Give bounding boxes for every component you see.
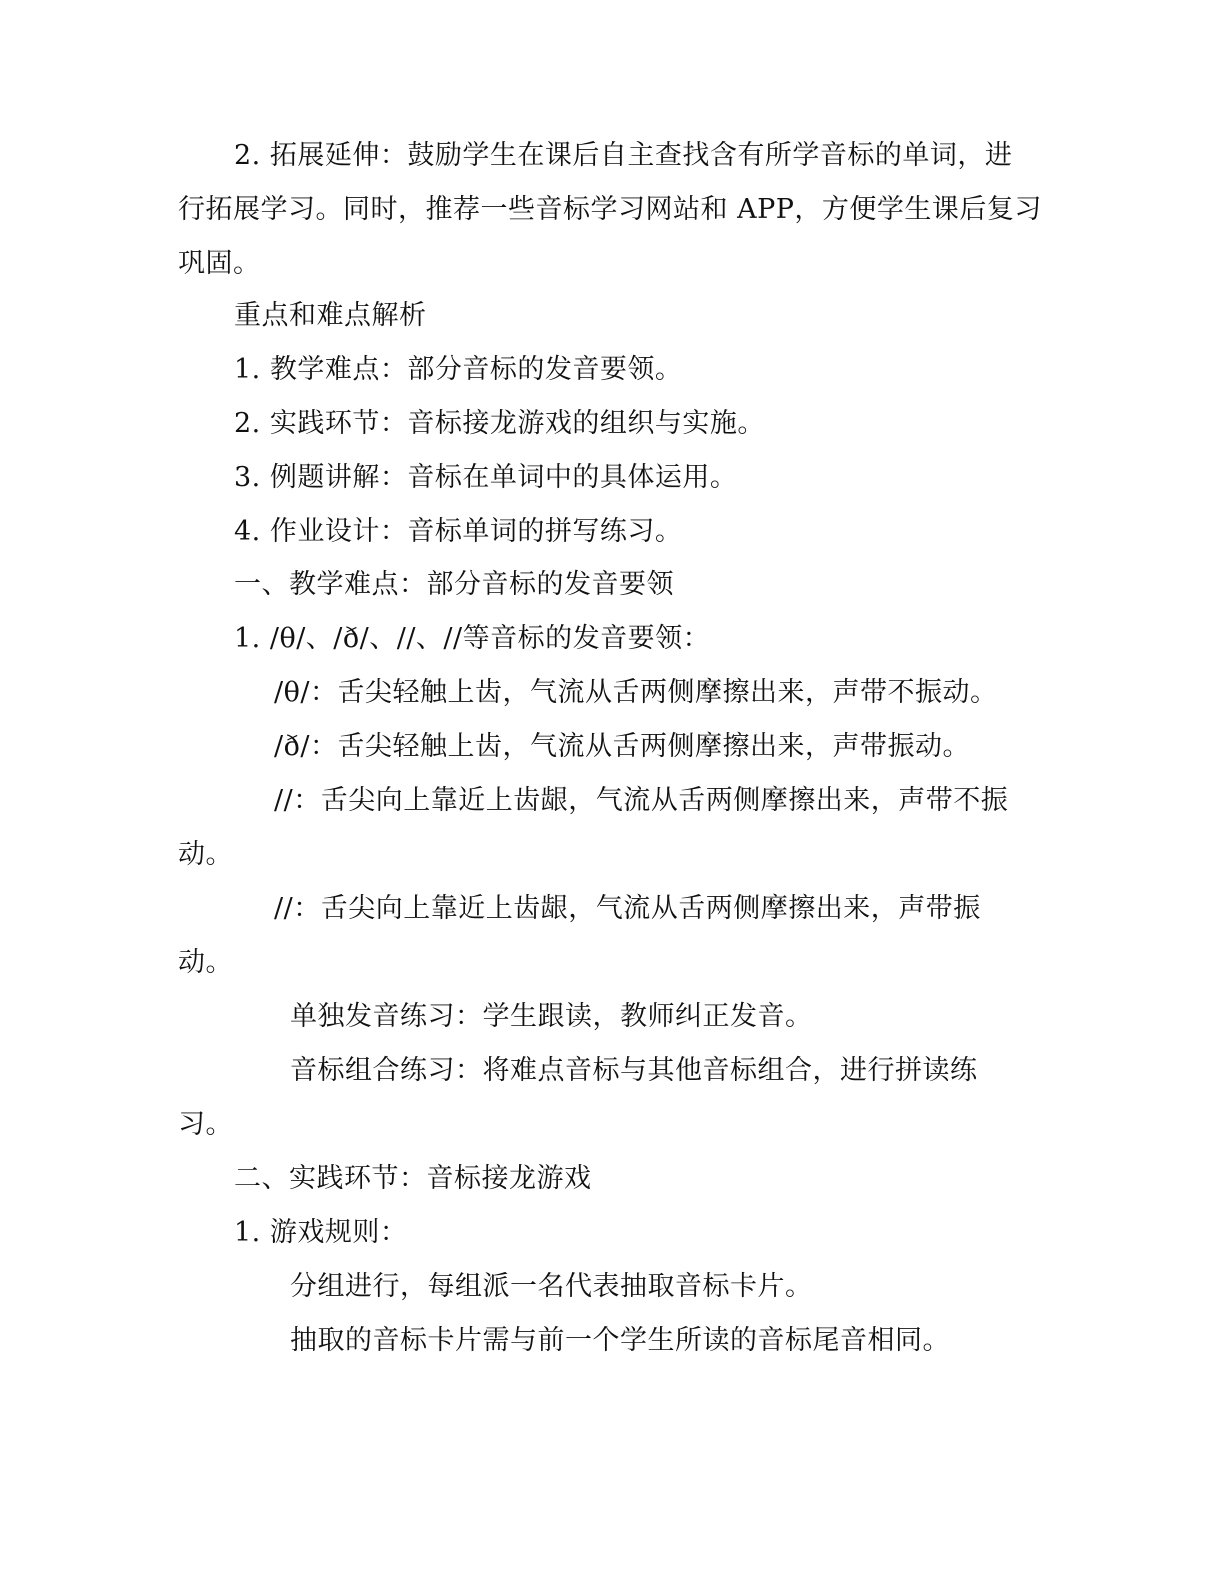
list-item: 1. 教学难点：部分音标的发音要领。 (234, 354, 683, 385)
section-heading-key-points: 重点和难点解析 (234, 300, 427, 331)
list-item: 2. 实践环节：音标接龙游戏的组织与实施。 (234, 408, 765, 439)
rule-item: 分组进行，每组派一名代表抽取音标卡片。 (290, 1271, 813, 1302)
practice-item: 单独发音练习：学生跟读，教师纠正发音。 (290, 1001, 813, 1032)
paragraph-extension-end: 巩固。 (178, 248, 261, 279)
phoneme-description-cont: 动。 (178, 947, 233, 978)
section-heading-practice: 二、实践环节：音标接龙游戏 (234, 1163, 592, 1194)
list-item: 3. 例题讲解：音标在单词中的具体运用。 (234, 462, 738, 493)
phoneme-description: /θ/：舌尖轻触上齿，气流从舌两侧摩擦出来，声带不振动。 (274, 677, 998, 708)
practice-item: 音标组合练习：将难点音标与其他音标组合，进行拼读练 (290, 1055, 978, 1086)
paragraph-extension: 2. 拓展延伸：鼓励学生在课后自主查找含有所学音标的单词，进 (234, 140, 1013, 171)
phoneme-description-cont: 动。 (178, 839, 233, 870)
list-item: 1. /θ/、/ð/、//、//等音标的发音要领： (234, 623, 711, 654)
list-item: 4. 作业设计：音标单词的拼写练习。 (234, 516, 683, 547)
section-heading-difficulty: 一、教学难点：部分音标的发音要领 (234, 569, 674, 600)
list-item: 1. 游戏规则： (234, 1217, 408, 1248)
phoneme-description: /ð/：舌尖轻触上齿，气流从舌两侧摩擦出来，声带振动。 (274, 731, 970, 762)
phoneme-description: //：舌尖向上靠近上齿龈，气流从舌两侧摩擦出来，声带振 (274, 893, 981, 924)
rule-item: 抽取的音标卡片需与前一个学生所读的音标尾音相同。 (290, 1325, 950, 1356)
practice-item-cont: 习。 (178, 1109, 233, 1140)
phoneme-description: //：舌尖向上靠近上齿龈，气流从舌两侧摩擦出来，声带不振 (274, 785, 1009, 816)
paragraph-extension-cont: 行拓展学习。同时，推荐一些音标学习网站和 APP，方便学生课后复习 (178, 194, 1042, 225)
